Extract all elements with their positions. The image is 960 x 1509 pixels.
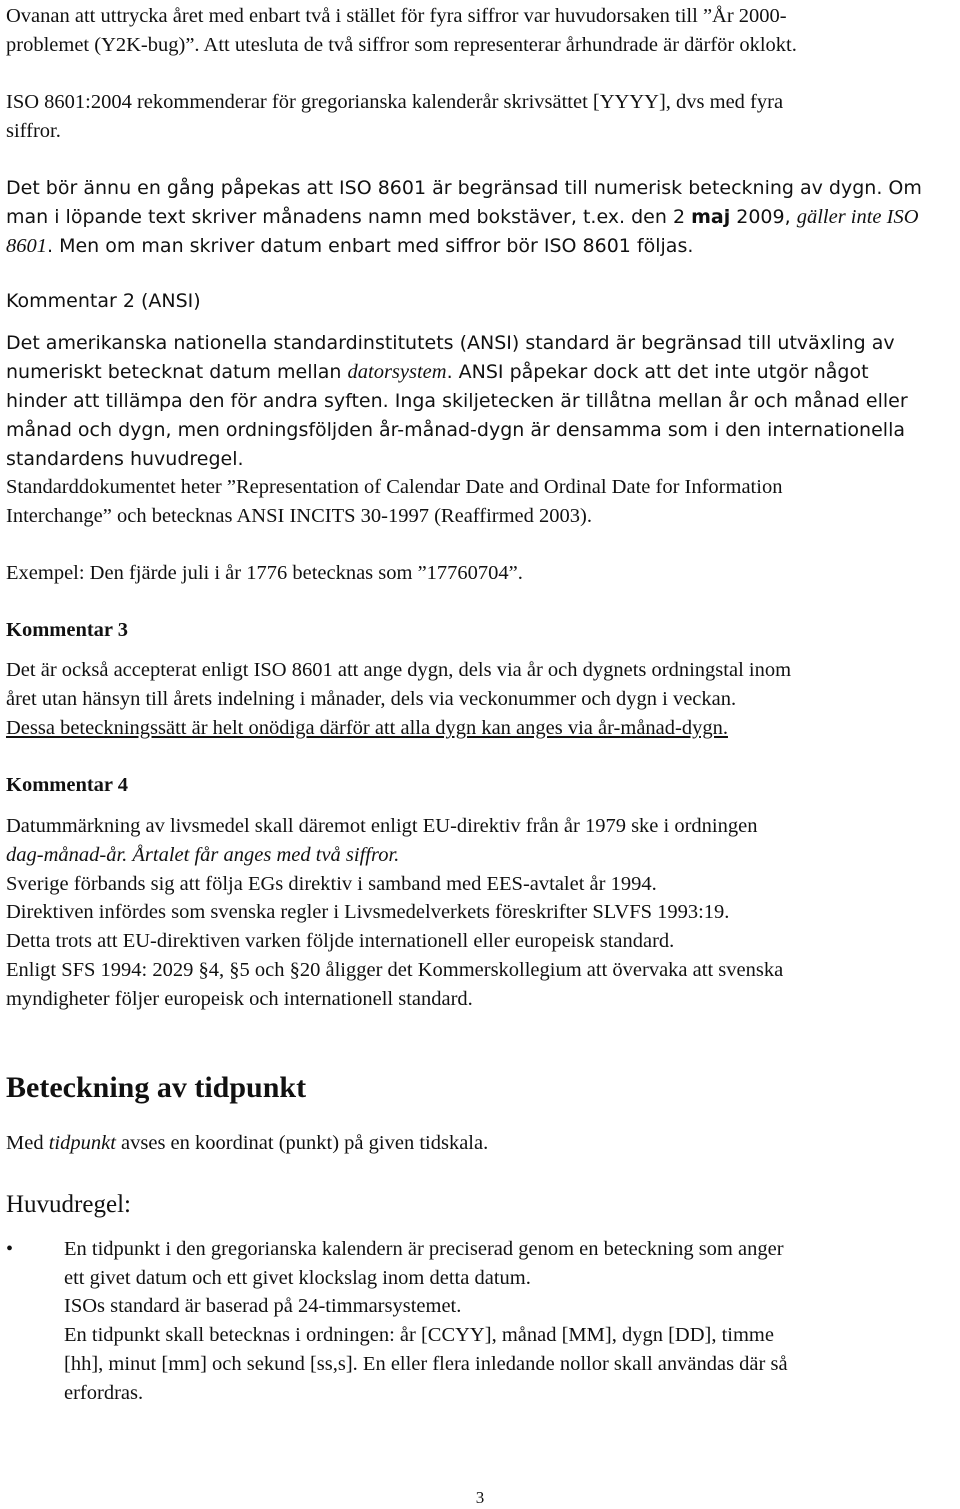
paragraph-line: myndigheter följer europeisk och internationell standard. (6, 988, 473, 1010)
paragraph-line: Det amerikanska nationella standardinstitutets (ANSI) standard är begränsad till utväxling av (6, 332, 895, 354)
list-item-line: erfordras. (64, 1382, 144, 1404)
paragraph-line: året utan hänsyn till årets indelning i månader, dels via veckonummer och dygn i veckan. (6, 688, 737, 710)
comment-heading: Kommentar 3 (6, 619, 129, 641)
comment-heading: Kommentar 2 (ANSI) (6, 290, 201, 312)
text-run: avses en koordinat (punkt) på given tidskala. (115, 1132, 489, 1154)
paragraph-line: hinder att tillämpa den för andra syften. Inga skiljetecken är tillåtna mellan år och månad eller (6, 390, 908, 412)
paragraph-line (6, 203, 919, 232)
paragraph-line: månad och dygn, men ordningsföljden år-månad-dygn är densamma som i den internationella (6, 419, 905, 441)
paragraph-line (6, 358, 869, 387)
paragraph-line: standardens huvudregel. (6, 448, 244, 470)
paragraph-line: Sverige förbands sig att följa EGs direktiv i samband med EES-avtalet år 1994. (6, 873, 657, 895)
italic-line: dag-månad-år. Årtalet får anges med två siffror. (6, 844, 400, 866)
page-number: 3 (475, 1488, 485, 1507)
list-item-line: ISOs standard är baserad på 24-timmarsystemet. (64, 1295, 462, 1317)
text-run: numeriskt betecknat datum mellan (6, 361, 348, 383)
paragraph-line: Interchange” och betecknas ANSI INCITS 30-1997 (Reaffirmed 2003). (6, 505, 592, 527)
underlined-line: Dessa beteckningssätt är helt onödiga därför att alla dygn kan anges via år-månad-dygn. (6, 717, 728, 739)
paragraph-line (6, 232, 693, 261)
bullet-icon: • (6, 1238, 14, 1260)
text-run: man i löpande text skriver månadens namn med bokstäver, t.ex. den 2 (6, 206, 692, 228)
section-heading: Beteckning av tidpunkt (6, 1071, 307, 1104)
example-line: Exempel: Den fjärde juli i år 1776 betecknas som ”17760704”. (6, 562, 523, 584)
list-item-line: [hh], minut [mm] och sekund [ss,s]. En eller flera inledande nollor skall användas där så (64, 1353, 788, 1375)
paragraph-line: problemet (Y2K-bug)”. Att utesluta de två siffror som representerar århundrade är därför oklokt. (6, 34, 797, 56)
paragraph-line: Standarddokumentet heter ”Representation of Calendar Date and Ordinal Date for Information (6, 476, 783, 498)
subheading: Huvudregel: (6, 1191, 131, 1218)
paragraph-line: ISO 8601:2004 rekommenderar för gregorianska kalenderår skrivsättet [YYYY], dvs med fyra (6, 91, 784, 113)
paragraph-line: Detta trots att EU-direktiven varken följde internationell eller europeisk standard. (6, 930, 675, 952)
list-item-line: En tidpunkt i den gregorianska kalendern är preciserad genom en beteckning som anger (64, 1238, 784, 1260)
paragraph-line: Ovanan att uttrycka året med enbart två i stället för fyra siffror var huvudorsaken till ”År 2000- (6, 5, 787, 27)
italic-text: datorsystem (347, 361, 447, 383)
italic-text: 8601 (6, 235, 47, 257)
comment-heading: Kommentar 4 (6, 774, 129, 796)
text-run: . ANSI påpekar dock att det inte utgör något (446, 361, 869, 383)
list-item-line: ett givet datum och ett givet klockslag inom detta datum. (64, 1267, 531, 1289)
list-item-line: En tidpunkt skall betecknas i ordningen: år [CCYY], månad [MM], dygn [DD], timme (64, 1324, 774, 1346)
paragraph-line: Enligt SFS 1994: 2029 §4, §5 och §20 åligger det Kommerskollegium att övervaka att svenska (6, 959, 784, 981)
paragraph-line: Det är också accepterat enligt ISO 8601 att ange dygn, dels via år och dygnets ordningstal inom (6, 659, 792, 681)
italic-text: tidpunkt (48, 1132, 116, 1154)
text-run: 2009, (730, 206, 797, 228)
paragraph-line: siffror. (6, 120, 61, 142)
text-run: . Men om man skriver datum enbart med siffror bör ISO 8601 följas. (47, 235, 694, 257)
paragraph-line: Det bör ännu en gång påpekas att ISO 8601 är begränsad till numerisk beteckning av dygn. Om (6, 177, 922, 199)
paragraph-line: Direktiven infördes som svenska regler i Livsmedelverkets föreskrifter SLVFS 1993:19. (6, 901, 730, 923)
text-run: Med (6, 1132, 49, 1154)
paragraph-line (6, 1129, 488, 1158)
paragraph-line: Datummärkning av livsmedel skall däremot enligt EU-direktiv från år 1979 ske i ordningen (6, 815, 758, 837)
italic-text: gäller inte ISO (796, 206, 919, 228)
bold-text: maj (691, 206, 731, 228)
